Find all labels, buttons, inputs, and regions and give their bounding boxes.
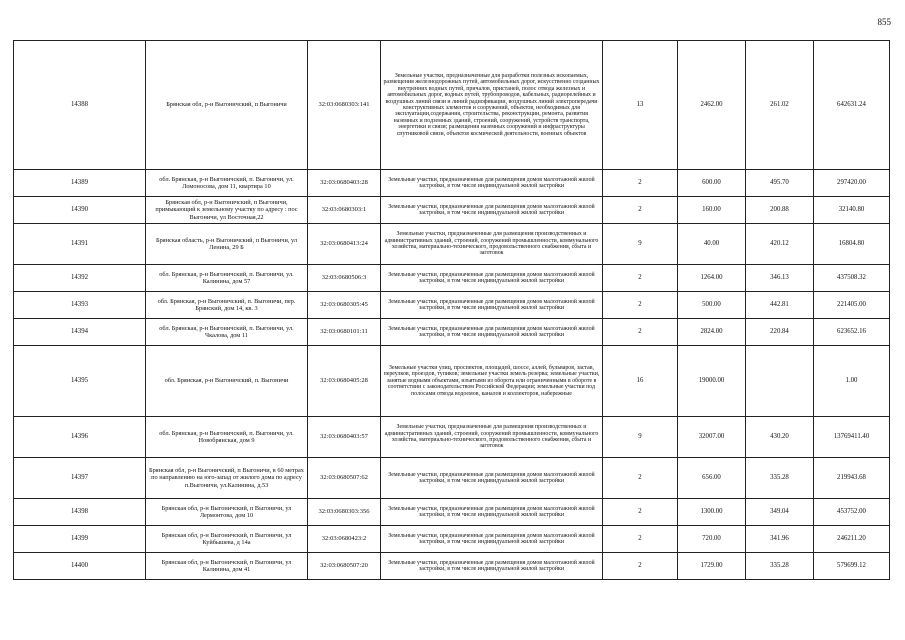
land-use-cell: Земельные участки, предназначенные для размещения домов малоэтажной жилой застройки, в том числе индивидуальной жилой застройки xyxy=(381,197,603,224)
table-row xyxy=(14,197,890,224)
table-row xyxy=(14,499,890,526)
cadastral-number-cell: 32:03:0680303:1 xyxy=(308,197,381,224)
row-number-cell: 14397 xyxy=(14,458,146,499)
area-cell: 2462.00 xyxy=(678,41,746,170)
category-cell: 2 xyxy=(603,319,678,346)
row-number-cell: 14398 xyxy=(14,499,146,526)
cadastral-number-cell: 32:03:0680403:57 xyxy=(308,417,381,458)
cadastral-value-cell: 16804.80 xyxy=(814,224,890,265)
cadastral-value-cell: 297420.00 xyxy=(814,170,890,197)
address-cell: Брянская обл, р-н Выгоничский, п Выгоничи xyxy=(146,41,308,170)
cadastral-value-cell: 642631.24 xyxy=(814,41,890,170)
area-cell: 40.00 xyxy=(678,224,746,265)
land-use-cell: Земельные участки улиц, проспектов, площадей, шоссе, аллей, бульваров, застав, переулков, проездов, тупиков; земельные участки земель резерва; земельные участки, занятые водными объектами, изъятыми из оборота или ограниченными в обороте в соответствии с законодательством Российской Федерации; земельные участки под полосами отвода водоемов, каналов и коллекторов, набережные xyxy=(381,346,603,417)
rate-cell: 349.04 xyxy=(746,499,814,526)
cadastral-number-cell: 32:03:0680506:3 xyxy=(308,265,381,292)
category-cell: 2 xyxy=(603,553,678,580)
rate-cell: 335.28 xyxy=(746,553,814,580)
cadastral-number-cell: 32:03:0680507:62 xyxy=(308,458,381,499)
rate-cell: 335.28 xyxy=(746,458,814,499)
cadastral-value-cell: 221405.00 xyxy=(814,292,890,319)
address-cell: Брянская обл, р-н Выгоничский, п Выгоничи, ул Лермонтова, дом 10 xyxy=(146,499,308,526)
area-cell: 19000.00 xyxy=(678,346,746,417)
table-row xyxy=(14,458,890,499)
address-cell: Брянская обл, р-н Выгоничский, п Выгоничи, ул Куйбышева, д 14а xyxy=(146,526,308,553)
table-row xyxy=(14,265,890,292)
row-number-cell: 14394 xyxy=(14,319,146,346)
row-number-cell: 14399 xyxy=(14,526,146,553)
area-cell: 500.00 xyxy=(678,292,746,319)
cadastral-number-cell: 32:03:0680101:11 xyxy=(308,319,381,346)
row-number-cell: 14395 xyxy=(14,346,146,417)
area-cell: 656.00 xyxy=(678,458,746,499)
cadastral-value-cell: 32140.80 xyxy=(814,197,890,224)
area-cell: 1300.00 xyxy=(678,499,746,526)
cadastral-value-cell: 1.00 xyxy=(814,346,890,417)
category-cell: 16 xyxy=(603,346,678,417)
land-use-cell: Земельные участки, предназначенные для размещения домов малоэтажной жилой застройки, в том числе индивидуальной жилой застройки xyxy=(381,292,603,319)
category-cell: 9 xyxy=(603,224,678,265)
land-use-cell: Земельные участки, предназначенные для разработки полезных ископаемых, размещения железнодорожных путей, автомобильных дорог, искусственно созданных внутренних водных путей, причалов, пристаней, полос отвода железных и автомобильных дорог, водных путей, трубопроводов, кабельных, радиорелейных и воздушных линий связи и линий радиофикации, воздушных линий электропередачи конструктивных элементов и сооружений, объектов, необходимых для эксплуатации,содержания, строительства, реконструкции, ремонта, развития наземных и подземных зданий, строений, сооружений, устройств транспорта, энергетики и связи; размещения наземных сооружений и инфраструктуры спутниковой связи, объектов космической деятельности, военных объектов xyxy=(381,41,603,170)
address-cell: Брянская обл, р-н Выгоничский, п Выгоничи, в 60 метрах по направлению на юго-запад от жилого дома по адресу п.Выгоничи, ул.Калинина, д.53 xyxy=(146,458,308,499)
cadastral-value-cell: 219943.68 xyxy=(814,458,890,499)
cadastral-value-table xyxy=(13,40,890,580)
area-cell: 600.00 xyxy=(678,170,746,197)
land-use-cell: Земельные участки, предназначенные для размещения производственных и административных зданий, строений, сооружений промышленности, коммунального хозяйства, материально-технического, продовольственного снабжения, сбыта и заготовок xyxy=(381,417,603,458)
land-use-cell: Земельные участки, предназначенные для размещения домов малоэтажной жилой застройки, в том числе индивидуальной жилой застройки xyxy=(381,458,603,499)
cadastral-number-cell: 32:03:0680403:28 xyxy=(308,170,381,197)
table-row xyxy=(14,526,890,553)
cadastral-value-cell: 623652.16 xyxy=(814,319,890,346)
address-cell: обл. Брянская, р-н Выгоничский, п. Выгоничи, ул. Новобрянская, дом 9 xyxy=(146,417,308,458)
area-cell: 1729.00 xyxy=(678,553,746,580)
land-use-cell: Земельные участки, предназначенные для размещения домов малоэтажной жилой застройки, в том числе индивидуальной жилой застройки xyxy=(381,499,603,526)
address-cell: обл. Брянская, р-н Выгоничский, п. Выгоничи xyxy=(146,346,308,417)
cadastral-value-cell: 453752.00 xyxy=(814,499,890,526)
table-row xyxy=(14,553,890,580)
cadastral-value-cell: 579699.12 xyxy=(814,553,890,580)
row-number-cell: 14391 xyxy=(14,224,146,265)
rate-cell: 442.81 xyxy=(746,292,814,319)
table-row xyxy=(14,41,890,170)
address-cell: обл. Брянская, р-н Выгоничский, п. Выгоничи, пер. Брянский, дом 14, кв. 3 xyxy=(146,292,308,319)
land-use-cell: Земельные участки, предназначенные для размещения домов малоэтажной жилой застройки, в том числе индивидуальной жилой застройки xyxy=(381,265,603,292)
area-cell: 2824.00 xyxy=(678,319,746,346)
cadastral-number-cell: 32:03:0680507:20 xyxy=(308,553,381,580)
cadastral-number-cell: 32:03:0680405:28 xyxy=(308,346,381,417)
cadastral-number-cell: 32:03:0680303:141 xyxy=(308,41,381,170)
rate-cell: 341.96 xyxy=(746,526,814,553)
cadastral-value-cell: 13769411.40 xyxy=(814,417,890,458)
page-number: 855 xyxy=(877,17,891,27)
address-cell: обл. Брянская, р-н Выгоничский, п. Выгоничи, ул. Чкалова, дом 11 xyxy=(146,319,308,346)
rate-cell: 495.70 xyxy=(746,170,814,197)
category-cell: 2 xyxy=(603,499,678,526)
cadastral-value-cell: 437508.32 xyxy=(814,265,890,292)
land-use-cell: Земельные участки, предназначенные для размещения домов малоэтажной жилой застройки, в том числе индивидуальной жилой застройки xyxy=(381,553,603,580)
rate-cell xyxy=(746,346,814,417)
category-cell: 2 xyxy=(603,458,678,499)
table-row xyxy=(14,417,890,458)
address-cell: Брянская обл, р-н Выгоничский, п Выгоничи, ул Калинина, дом 41 xyxy=(146,553,308,580)
row-number-cell: 14393 xyxy=(14,292,146,319)
cadastral-number-cell: 32:03:0680423:2 xyxy=(308,526,381,553)
table-row xyxy=(14,346,890,417)
category-cell: 9 xyxy=(603,417,678,458)
rate-cell: 220.84 xyxy=(746,319,814,346)
address-cell: обл. Брянская, р-н Выгоничский, п. Выгоничи, ул. Калинина, дом 57 xyxy=(146,265,308,292)
category-cell: 2 xyxy=(603,197,678,224)
land-use-cell: Земельные участки, предназначенные для размещения домов малоэтажной жилой застройки, в том числе индивидуальной жилой застройки xyxy=(381,170,603,197)
cadastral-number-cell: 32:03:0680413:24 xyxy=(308,224,381,265)
category-cell: 2 xyxy=(603,526,678,553)
area-cell: 720.00 xyxy=(678,526,746,553)
row-number-cell: 14392 xyxy=(14,265,146,292)
address-cell: Брянская обл, р-н Выгоничский, п Выгоничи, примыкающий к земельному участку по адресу : пос Выгоничи, ул Восточная,22 xyxy=(146,197,308,224)
category-cell: 2 xyxy=(603,170,678,197)
table-row xyxy=(14,224,890,265)
rate-cell: 430.20 xyxy=(746,417,814,458)
row-number-cell: 14400 xyxy=(14,553,146,580)
category-cell: 13 xyxy=(603,41,678,170)
land-use-cell: Земельные участки, предназначенные для размещения домов малоэтажной жилой застройки, в том числе индивидуальной жилой застройки xyxy=(381,319,603,346)
row-number-cell: 14390 xyxy=(14,197,146,224)
row-number-cell: 14389 xyxy=(14,170,146,197)
table-body xyxy=(14,41,890,580)
category-cell: 2 xyxy=(603,292,678,319)
address-cell: Брянская область, р-н Выгоничский, п Выгоничи, ул Ленина, 29 Б xyxy=(146,224,308,265)
land-use-cell: Земельные участки, предназначенные для размещения домов малоэтажной жилой застройки, в том числе индивидуальной жилой застройки xyxy=(381,526,603,553)
category-cell: 2 xyxy=(603,265,678,292)
area-cell: 1264.00 xyxy=(678,265,746,292)
table-row xyxy=(14,319,890,346)
rate-cell: 346.13 xyxy=(746,265,814,292)
area-cell: 160.00 xyxy=(678,197,746,224)
rate-cell: 200.88 xyxy=(746,197,814,224)
rate-cell: 420.12 xyxy=(746,224,814,265)
row-number-cell: 14396 xyxy=(14,417,146,458)
area-cell: 32007.00 xyxy=(678,417,746,458)
cadastral-number-cell: 32:03:0680305:45 xyxy=(308,292,381,319)
land-use-cell: Земельные участки, предназначенные для размещения производственных и административных зданий, строений, сооружений промышленности, коммунального хозяйства, материально-технического, продовольственного снабжения, сбыта и заготовок xyxy=(381,224,603,265)
cadastral-value-cell: 246211.20 xyxy=(814,526,890,553)
table-row xyxy=(14,170,890,197)
address-cell: обл. Брянская, р-н Выгоничский, п. Выгоничи, ул. Ломоносова, дом 11, квартира 10 xyxy=(146,170,308,197)
table-row xyxy=(14,292,890,319)
cadastral-number-cell: 32:03:0680303:356 xyxy=(308,499,381,526)
row-number-cell: 14388 xyxy=(14,41,146,170)
rate-cell: 261.02 xyxy=(746,41,814,170)
